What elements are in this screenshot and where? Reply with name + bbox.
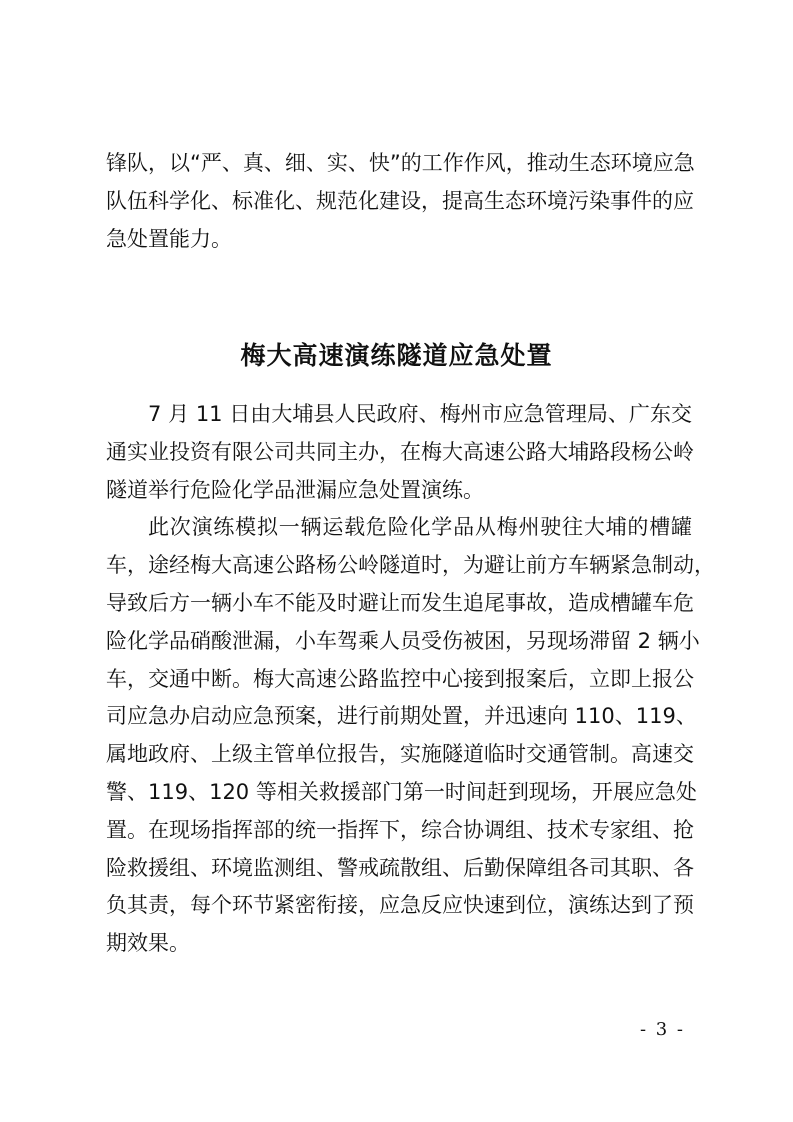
text-line: 7 月 11 日由大埔县人民政府、梅州市应急管理局、广东交 xyxy=(148,402,692,426)
text-line: 隧道举行危险化学品泄漏应急处置演练。 xyxy=(106,477,484,502)
text-line: 置。在现场指挥部的统一指挥下，综合协调组、技术专家组、抢 xyxy=(106,817,694,842)
article-body xyxy=(106,396,715,963)
text-line: 警、119、120 等相关救援部门第一时间赶到现场，开展应急处 xyxy=(106,779,697,804)
text-line: 司应急办启动应急预案，进行前期处置，并迅速向 110、119、 xyxy=(106,704,697,729)
text-line: 锋队，以“严、真、细、实、快”的工作作风，推动生态环境应急 xyxy=(106,151,695,175)
text-line: 急处置能力。 xyxy=(106,226,232,251)
text-line: 导致后方一辆小车不能及时避让而发生追尾事故，造成槽罐车危 xyxy=(106,590,694,615)
intro-paragraph xyxy=(106,145,695,258)
text-line: 属地政府、上级主管单位报告，实施隧道临时交通管制。高速交 xyxy=(106,742,694,767)
text-line: 此次演练模拟一辆运载危险化学品从梅州驶往大埔的槽罐 xyxy=(148,515,692,540)
text-line: 通实业投资有限公司共同主办，在梅大高速公路大埔路段杨公岭 xyxy=(106,439,694,464)
text-line: 期效果。 xyxy=(106,931,190,956)
text-line: 车，途经梅大高速公路杨公岭隧道时，为避让前方车辆紧急制动， xyxy=(106,553,715,578)
article-title: 梅大高速演练隧道应急处置 xyxy=(240,341,553,370)
text-line: 险化学品硝酸泄漏，小车驾乘人员受伤被困，另现场滞留 2 辆小 xyxy=(106,628,700,653)
page-number: - 3 - xyxy=(639,1019,685,1040)
text-line: 车，交通中断。梅大高速公路监控中心接到报案后，立即上报公 xyxy=(106,666,694,691)
text-line: 险救援组、环境监测组、警戒疏散组、后勤保障组各司其职、各 xyxy=(106,855,694,880)
text-line: 队伍科学化、标准化、规范化建设，提高生态环境污染事件的应 xyxy=(106,188,694,213)
text-line: 负其责，每个环节紧密衔接，应急反应快速到位，演练达到了预 xyxy=(106,893,694,918)
paragraph-1 xyxy=(106,396,692,509)
paragraph-2 xyxy=(106,509,715,963)
